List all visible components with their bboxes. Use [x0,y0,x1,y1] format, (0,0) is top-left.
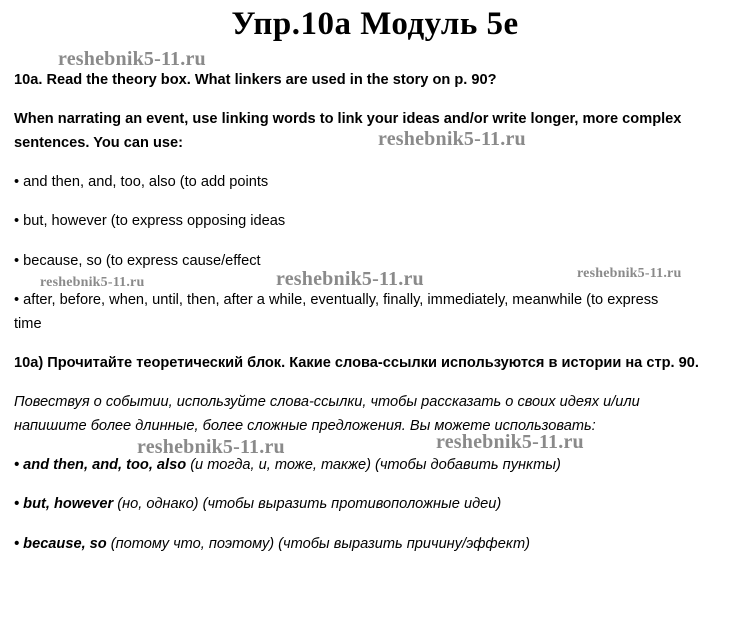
intro-text-en: When narrating an event, use linking words to link your ideas and/or write longer, more complex [14,111,682,127]
intro-text-ru: напишите более длинные, более сложные предложения. Вы можете использовать: [14,418,596,434]
intro-text-ru: Повествуя о событии, используйте слова-ссылки, чтобы рассказать о своих идеях и/или [14,394,640,410]
exercise-question-en: 10a. Read the theory box. What linkers are used in the story on p. 90? [14,72,497,88]
watermark: reshebnik5-11.ru [577,266,682,281]
watermark: reshebnik5-11.ru [58,48,206,70]
watermark: reshebnik5-11.ru [276,268,424,290]
bullet-item-en: • after, before, when, until, then, after a while, eventually, finally, immediately, meanwhile (to express [14,292,659,308]
page-title: Упр.10а Модуль 5е [231,6,519,42]
bullet-keywords: • but, however [14,496,114,512]
watermark: reshebnik5-11.ru [378,128,526,150]
bullet-item-en: time [14,316,42,332]
bullet-item-ru [14,496,501,512]
watermark: reshebnik5-11.ru [436,431,584,453]
bullet-item-ru [14,457,561,473]
bullet-keywords: • and then, and, too, also [14,457,187,473]
watermark: reshebnik5-11.ru [137,436,285,458]
bullet-translation: (и тогда, и, тоже, также) (чтобы добавить пункты) [186,457,561,473]
bullet-translation: (потому что, поэтому) (чтобы выразить причину/эффект) [106,536,530,552]
bullet-item-en: • but, however (to express opposing ideas [14,213,286,229]
bullet-translation: (но, однако) (чтобы выразить противоположные идеи) [113,496,502,512]
watermark: reshebnik5-11.ru [40,275,145,290]
bullet-item-en: • and then, and, too, also (to add points [14,174,269,190]
bullet-keywords: • because, so [14,536,107,552]
bullet-item-en: • because, so (to express cause/effect [14,253,261,269]
exercise-question-ru: 10а) Прочитайте теоретический блок. Какие слова-ссылки используются в истории на стр. 90. [14,355,699,371]
intro-text-en: sentences. You can use: [14,135,183,151]
bullet-item-ru [14,536,530,552]
